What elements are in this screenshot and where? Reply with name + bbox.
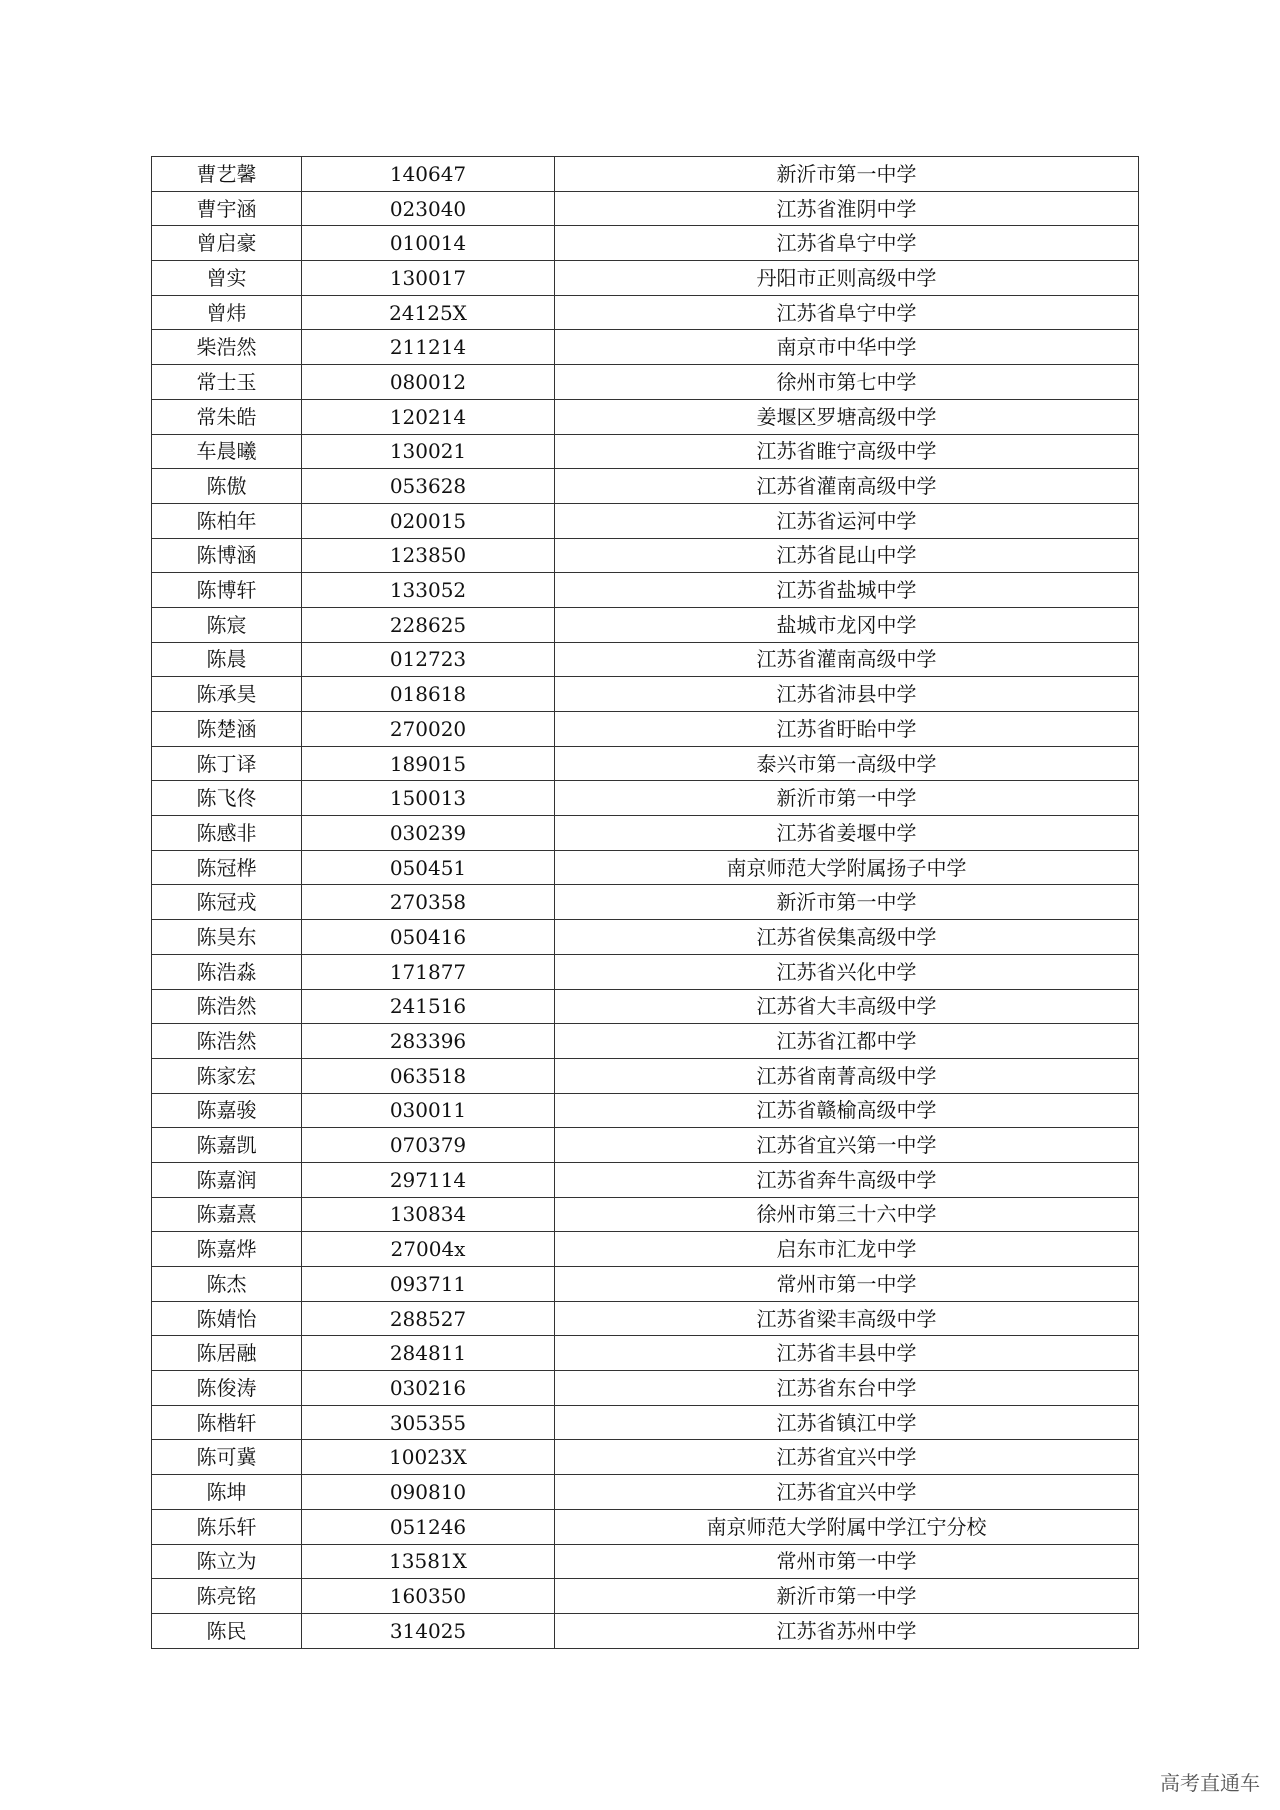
school-name-cell: 江苏省奔牛高级中学: [555, 1162, 1139, 1197]
student-name-cell: 曹宇涵: [152, 191, 302, 226]
school-name-cell: 江苏省丰县中学: [555, 1336, 1139, 1371]
school-name-cell: 常州市第一中学: [555, 1267, 1139, 1302]
table-row: [152, 1613, 1139, 1648]
student-id-cell: 150013: [302, 781, 555, 816]
school-name-cell: 江苏省姜堰中学: [555, 816, 1139, 851]
student-name-cell: 陈家宏: [152, 1058, 302, 1093]
student-name-cell: 陈嘉凯: [152, 1128, 302, 1163]
table-row: [152, 607, 1139, 642]
student-id-cell: 030011: [302, 1093, 555, 1128]
table-row: [152, 1579, 1139, 1614]
student-id-cell: 080012: [302, 365, 555, 400]
student-id-cell: 130021: [302, 434, 555, 469]
student-name-cell: 陈飞佟: [152, 781, 302, 816]
student-name-cell: 陈楚涵: [152, 712, 302, 747]
table-row: [152, 954, 1139, 989]
school-name-cell: 南京师范大学附属中学江宁分校: [555, 1509, 1139, 1544]
table-row: [152, 538, 1139, 573]
school-name-cell: 江苏省灌南高级中学: [555, 469, 1139, 504]
student-id-cell: 10023X: [302, 1440, 555, 1475]
school-name-cell: 江苏省东台中学: [555, 1371, 1139, 1406]
student-name-cell: 陈嘉骏: [152, 1093, 302, 1128]
table-row: [152, 1128, 1139, 1163]
table-row: [152, 261, 1139, 296]
table-row: [152, 1058, 1139, 1093]
roster-body: [152, 157, 1139, 1649]
school-name-cell: 徐州市第七中学: [555, 365, 1139, 400]
school-name-cell: 江苏省沛县中学: [555, 677, 1139, 712]
student-id-cell: 228625: [302, 607, 555, 642]
table-row: [152, 1440, 1139, 1475]
student-name-cell: 陈感非: [152, 816, 302, 851]
student-name-cell: 陈丁译: [152, 746, 302, 781]
student-name-cell: 陈博轩: [152, 573, 302, 608]
student-id-cell: 020015: [302, 503, 555, 538]
student-id-cell: 018618: [302, 677, 555, 712]
student-id-cell: 050416: [302, 920, 555, 955]
student-id-cell: 133052: [302, 573, 555, 608]
student-id-cell: 130017: [302, 261, 555, 296]
school-name-cell: 江苏省宜兴中学: [555, 1440, 1139, 1475]
school-name-cell: 南京市中华中学: [555, 330, 1139, 365]
student-id-cell: 050451: [302, 850, 555, 885]
table-row: [152, 1162, 1139, 1197]
table-row: [152, 989, 1139, 1024]
student-id-cell: 051246: [302, 1509, 555, 1544]
school-name-cell: 姜堰区罗塘高级中学: [555, 399, 1139, 434]
school-name-cell: 江苏省阜宁中学: [555, 295, 1139, 330]
student-id-cell: 24125X: [302, 295, 555, 330]
school-name-cell: 启东市汇龙中学: [555, 1232, 1139, 1267]
student-name-cell: 陈居融: [152, 1336, 302, 1371]
school-name-cell: 江苏省盐城中学: [555, 573, 1139, 608]
student-id-cell: 297114: [302, 1162, 555, 1197]
student-id-cell: 189015: [302, 746, 555, 781]
student-name-cell: 陈冠桦: [152, 850, 302, 885]
table-row: [152, 469, 1139, 504]
student-name-cell: 曾实: [152, 261, 302, 296]
school-name-cell: 泰兴市第一高级中学: [555, 746, 1139, 781]
student-id-cell: 093711: [302, 1267, 555, 1302]
table-row: [152, 781, 1139, 816]
table-row: [152, 434, 1139, 469]
student-name-cell: 陈浩然: [152, 989, 302, 1024]
student-id-cell: 070379: [302, 1128, 555, 1163]
student-id-cell: 130834: [302, 1197, 555, 1232]
student-id-cell: 270358: [302, 885, 555, 920]
student-name-cell: 曾炜: [152, 295, 302, 330]
student-id-cell: 053628: [302, 469, 555, 504]
student-id-cell: 160350: [302, 1579, 555, 1614]
student-id-cell: 120214: [302, 399, 555, 434]
student-name-cell: 陈立为: [152, 1544, 302, 1579]
student-id-cell: 314025: [302, 1613, 555, 1648]
school-name-cell: 江苏省江都中学: [555, 1024, 1139, 1059]
school-name-cell: 江苏省镇江中学: [555, 1405, 1139, 1440]
table-row: [152, 226, 1139, 261]
school-name-cell: 新沂市第一中学: [555, 1579, 1139, 1614]
school-name-cell: 江苏省灌南高级中学: [555, 642, 1139, 677]
student-name-cell: 陈嘉润: [152, 1162, 302, 1197]
table-row: [152, 1267, 1139, 1302]
student-name-cell: 陈浩淼: [152, 954, 302, 989]
table-row: [152, 1544, 1139, 1579]
student-id-cell: 030239: [302, 816, 555, 851]
student-name-cell: 常士玉: [152, 365, 302, 400]
student-id-cell: 241516: [302, 989, 555, 1024]
student-id-cell: 284811: [302, 1336, 555, 1371]
student-id-cell: 27004x: [302, 1232, 555, 1267]
school-name-cell: 江苏省运河中学: [555, 503, 1139, 538]
table-row: [152, 365, 1139, 400]
student-id-cell: 123850: [302, 538, 555, 573]
table-row: [152, 157, 1139, 192]
student-name-cell: 陈婧怡: [152, 1301, 302, 1336]
table-row: [152, 850, 1139, 885]
school-name-cell: 江苏省侯集高级中学: [555, 920, 1139, 955]
student-name-cell: 陈承昊: [152, 677, 302, 712]
school-name-cell: 江苏省南菁高级中学: [555, 1058, 1139, 1093]
school-name-cell: 新沂市第一中学: [555, 157, 1139, 192]
table-row: [152, 330, 1139, 365]
school-name-cell: 丹阳市正则高级中学: [555, 261, 1139, 296]
table-row: [152, 399, 1139, 434]
student-id-cell: 305355: [302, 1405, 555, 1440]
student-id-cell: 211214: [302, 330, 555, 365]
student-id-cell: 010014: [302, 226, 555, 261]
student-name-cell: 陈乐轩: [152, 1509, 302, 1544]
student-name-cell: 陈嘉烨: [152, 1232, 302, 1267]
school-name-cell: 江苏省淮阴中学: [555, 191, 1139, 226]
student-name-cell: 陈坤: [152, 1475, 302, 1510]
school-name-cell: 新沂市第一中学: [555, 885, 1139, 920]
watermark-text: 高考直通车: [1160, 1771, 1260, 1795]
student-name-cell: 陈博涵: [152, 538, 302, 573]
student-id-cell: 030216: [302, 1371, 555, 1406]
table-row: [152, 1301, 1139, 1336]
student-name-cell: 陈亮铭: [152, 1579, 302, 1614]
table-row: [152, 1371, 1139, 1406]
school-name-cell: 江苏省兴化中学: [555, 954, 1139, 989]
student-id-cell: 270020: [302, 712, 555, 747]
student-name-cell: 曹艺馨: [152, 157, 302, 192]
school-name-cell: 江苏省阜宁中学: [555, 226, 1139, 261]
student-id-cell: 283396: [302, 1024, 555, 1059]
table-row: [152, 191, 1139, 226]
student-name-cell: 常朱皓: [152, 399, 302, 434]
student-id-cell: 023040: [302, 191, 555, 226]
student-id-cell: 090810: [302, 1475, 555, 1510]
school-name-cell: 江苏省宜兴中学: [555, 1475, 1139, 1510]
table-row: [152, 677, 1139, 712]
student-id-cell: 140647: [302, 157, 555, 192]
student-name-cell: 陈民: [152, 1613, 302, 1648]
student-name-cell: 陈俊涛: [152, 1371, 302, 1406]
school-name-cell: 江苏省盱眙中学: [555, 712, 1139, 747]
school-name-cell: 盐城市龙冈中学: [555, 607, 1139, 642]
student-name-cell: 车晨曦: [152, 434, 302, 469]
student-roster-table: [151, 156, 1139, 1649]
student-id-cell: 288527: [302, 1301, 555, 1336]
table-row: [152, 295, 1139, 330]
table-row: [152, 1336, 1139, 1371]
school-name-cell: 常州市第一中学: [555, 1544, 1139, 1579]
school-name-cell: 江苏省宜兴第一中学: [555, 1128, 1139, 1163]
student-id-cell: 063518: [302, 1058, 555, 1093]
student-name-cell: 陈嘉熹: [152, 1197, 302, 1232]
school-name-cell: 江苏省苏州中学: [555, 1613, 1139, 1648]
school-name-cell: 江苏省睢宁高级中学: [555, 434, 1139, 469]
student-name-cell: 陈杰: [152, 1267, 302, 1302]
school-name-cell: 南京师范大学附属扬子中学: [555, 850, 1139, 885]
table-row: [152, 503, 1139, 538]
table-row: [152, 712, 1139, 747]
table-row: [152, 746, 1139, 781]
student-name-cell: 陈宸: [152, 607, 302, 642]
student-name-cell: 陈楷轩: [152, 1405, 302, 1440]
student-id-cell: 012723: [302, 642, 555, 677]
table-row: [152, 1475, 1139, 1510]
student-name-cell: 陈冠戎: [152, 885, 302, 920]
school-name-cell: 江苏省大丰高级中学: [555, 989, 1139, 1024]
table-row: [152, 885, 1139, 920]
school-name-cell: 江苏省梁丰高级中学: [555, 1301, 1139, 1336]
table-row: [152, 1405, 1139, 1440]
table-row: [152, 1509, 1139, 1544]
student-name-cell: 陈柏年: [152, 503, 302, 538]
student-name-cell: 陈晨: [152, 642, 302, 677]
table-row: [152, 816, 1139, 851]
student-name-cell: 柴浩然: [152, 330, 302, 365]
student-name-cell: 曾启豪: [152, 226, 302, 261]
student-id-cell: 171877: [302, 954, 555, 989]
student-name-cell: 陈可冀: [152, 1440, 302, 1475]
school-name-cell: 新沂市第一中学: [555, 781, 1139, 816]
table-row: [152, 642, 1139, 677]
student-name-cell: 陈浩然: [152, 1024, 302, 1059]
student-id-cell: 13581X: [302, 1544, 555, 1579]
school-name-cell: 江苏省昆山中学: [555, 538, 1139, 573]
table-row: [152, 1024, 1139, 1059]
student-name-cell: 陈傲: [152, 469, 302, 504]
school-name-cell: 江苏省赣榆高级中学: [555, 1093, 1139, 1128]
student-name-cell: 陈昊东: [152, 920, 302, 955]
table-row: [152, 573, 1139, 608]
school-name-cell: 徐州市第三十六中学: [555, 1197, 1139, 1232]
table-row: [152, 1197, 1139, 1232]
table-row: [152, 1093, 1139, 1128]
table-row: [152, 920, 1139, 955]
table-row: [152, 1232, 1139, 1267]
